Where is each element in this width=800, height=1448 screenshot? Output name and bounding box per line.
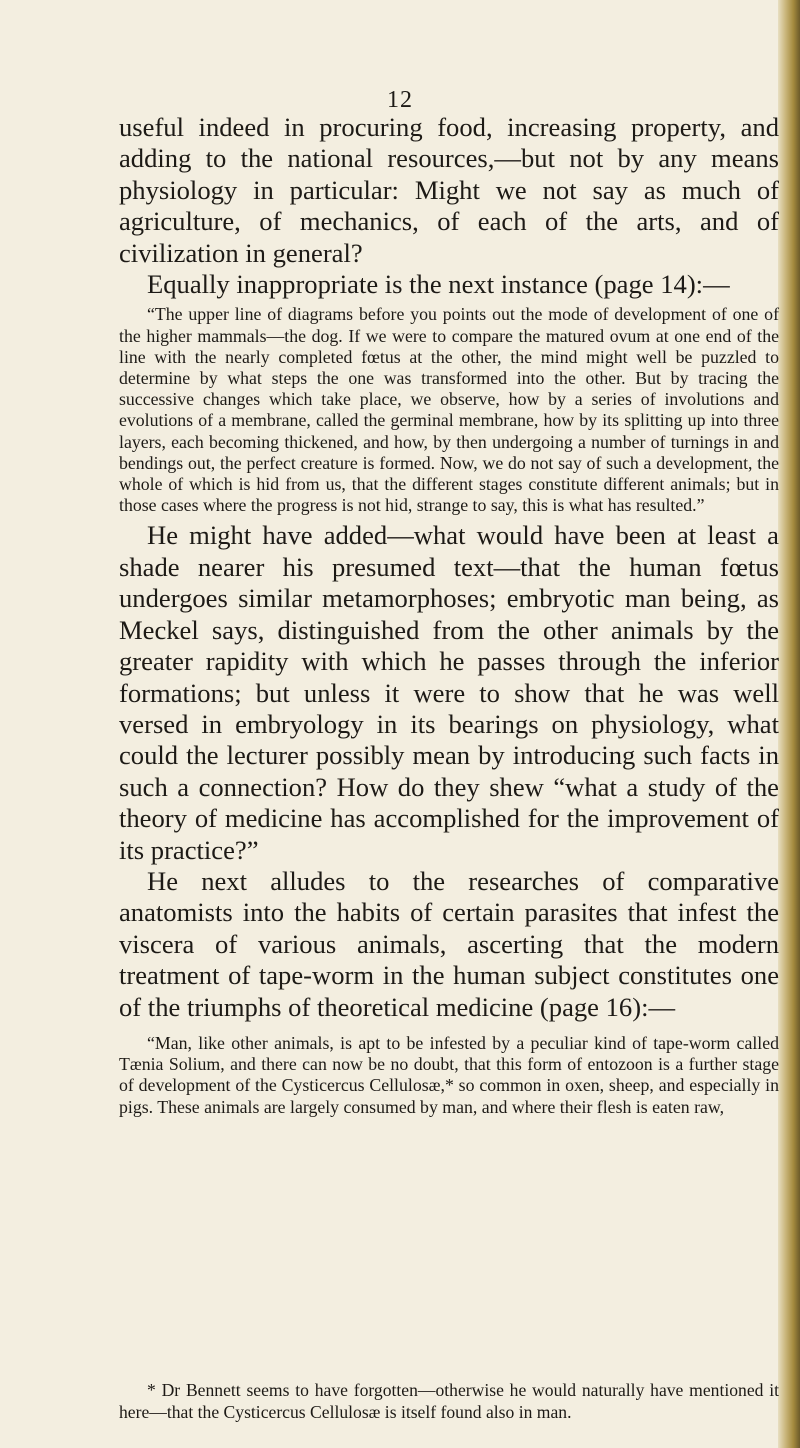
page-edge-shading [778,0,800,1448]
page-body [119,112,779,1118]
paragraph-1: useful indeed in procuring food, increasing property, and adding to the national resources,—but not by any means physiology in particular: Might we not say as much of agriculture, of mechanics, of each of the arts, and of civilization in general? [119,112,779,268]
footnote: * Dr Bennett seems to have forgotten—otherwise he would naturally have mentioned it here—that the Cysticercus Cellulosæ is itself found also in man. [119,1380,779,1422]
paragraph-4: He next alludes to the researches of comparative anatomists into the habits of certain parasites that infest the viscera of various animals, ascerting that the modern treatment of tape-worm in the human subject constitutes one of the triumphs of theoretical medicine (page 16):— [119,865,779,1022]
paragraph-3: He might have added—what would have been at least a shade nearer his presumed text—that the human fœtus undergoes similar metamorphoses; embryotic man being, as Meckel says, distinguished from the other animals by the greater rapidity with which he passes through the inferior formations; but unless it were to show that he was well versed in embryology in its bearings on physiology, what could the lecturer possibly mean by introducing such facts in such a connection? How do they shew “what a study of the theory of medicine has accomplished for the improvement of its practice?” [119,520,779,865]
paragraph-2: Equally inappropriate is the next instance (page 14):— [147,269,730,300]
quote-embryology: “The upper line of diagrams before you points out the mode of development of one of the higher mammals—the dog. If we were to compare the matured ovum at one end of the line with the nearly completed fœtus at the other, the mind might well be puzzled to determine by what steps the one was transformed into the other. But by tracing the successive changes which take place, we observe, how by a series of involutions and evolutions of a membrane, called the germinal membrane, how by its splitting up into three layers, each becoming thickened, and how, by then undergoing a number of turnings in and bendings out, the perfect creature is formed. Now, we do not say of such a development, the whole of which is hid from us, that the different stages constitute different animals; but in those cases where the progress is not hid, strange to say, this is what has resulted.” [119,304,779,516]
quote-tapeworm: “Man, like other animals, is apt to be infested by a peculiar kind of tape-worm called Tænia Solium, and there can now be no doubt, that this form of entozoon is a further stage of development of the Cysticercus Cellulosæ,* so common in oxen, sheep, and especially in pigs. These animals are largely consumed by man, and where their flesh is eaten raw, [119,1032,779,1117]
page-number: 12 [387,87,413,113]
